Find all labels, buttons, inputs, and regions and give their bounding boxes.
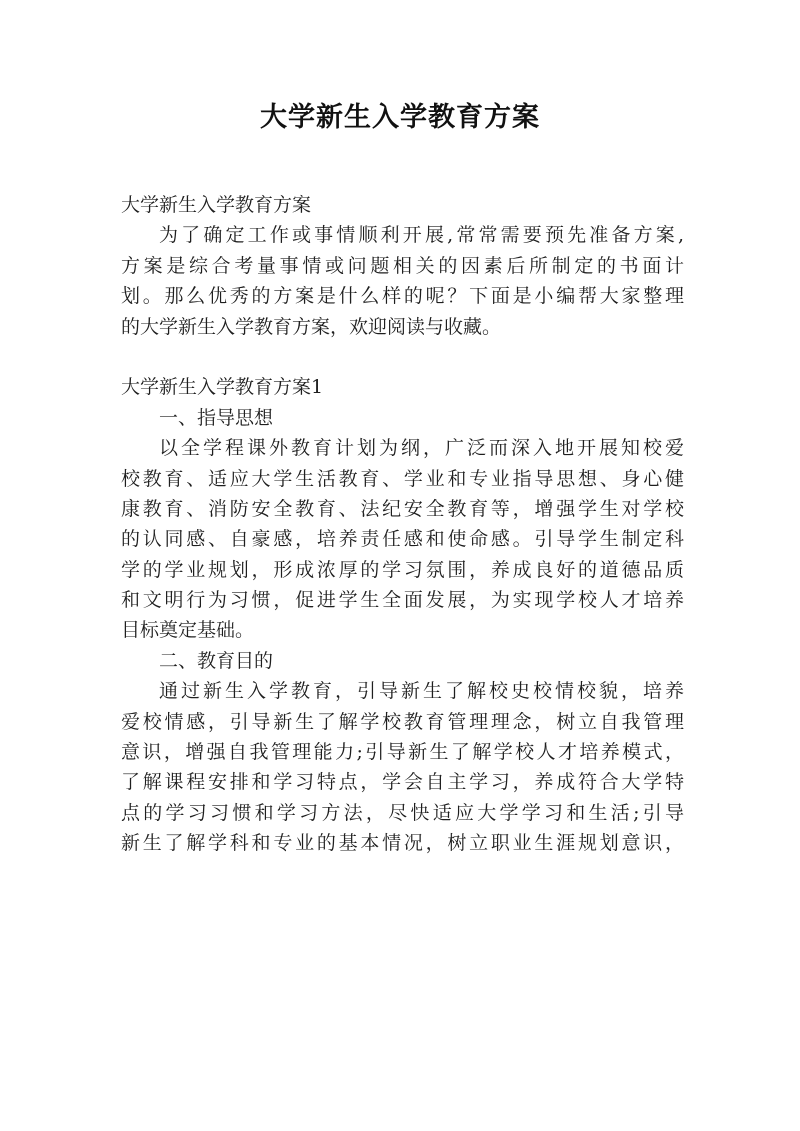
part1-line: 学的学业规划，形成浓厚的学习氛围，养成良好的道德品质: [121, 558, 684, 581]
part1-line: 康教育、消防安全教育、法纪安全教育等，增强学生对学校: [121, 497, 684, 520]
part1-line: 和文明行为习惯，促进学生全面发展，为实现学校人才培养: [121, 589, 684, 612]
part2-line: 点的学习习惯和学习方法，尽快适应大学学习和生活;引导: [121, 801, 684, 824]
part2-line: 新生了解学科和专业的基本情况，树立职业生涯规划意识，: [121, 832, 684, 855]
part2-line: 了解课程安排和学习特点，学会自主学习，养成符合大学特: [121, 771, 684, 794]
part1-line: 校教育、适应大学生活教育、学业和专业指导思想、身心健: [121, 467, 684, 490]
part2-heading: 二、教育目的: [159, 649, 274, 672]
part1-line: 目标奠定基础。: [121, 619, 255, 642]
intro-line: 为了确定工作或事情顺利开展,常常需要预先准备方案,: [159, 224, 684, 247]
part2-line: 爱校情感，引导新生了解学校教育管理理念，树立自我管理: [121, 710, 684, 733]
intro-line: 划。那么优秀的方案是什么样的呢？下面是小编帮大家整理: [121, 285, 684, 308]
document-title: 大学新生入学教育方案: [260, 102, 540, 133]
part1-line: 以全学程课外教育计划为纲，广泛而深入地开展知校爱: [159, 437, 684, 460]
part1-heading: 一、指导思想: [159, 406, 274, 429]
intro-line: 方案是综合考量事情或问题相关的因素后所制定的书面计: [121, 254, 684, 277]
part2-line: 通过新生入学教育，引导新生了解校史校情校貌，培养: [159, 680, 684, 703]
paragraph-gap: [121, 342, 684, 372]
document-subtitle: 大学新生入学教育方案: [121, 194, 312, 216]
intro-line: 的大学新生入学教育方案，欢迎阅读与收藏。: [121, 315, 502, 338]
part1-line: 的认同感、自豪感，培养责任感和使命感。引导学生制定科: [121, 528, 684, 551]
document-body: [121, 190, 684, 859]
part2-line: 意识，增强自我管理能力;引导新生了解学校人才培养模式，: [121, 741, 684, 764]
section-heading: 大学新生入学教育方案1: [121, 376, 324, 399]
